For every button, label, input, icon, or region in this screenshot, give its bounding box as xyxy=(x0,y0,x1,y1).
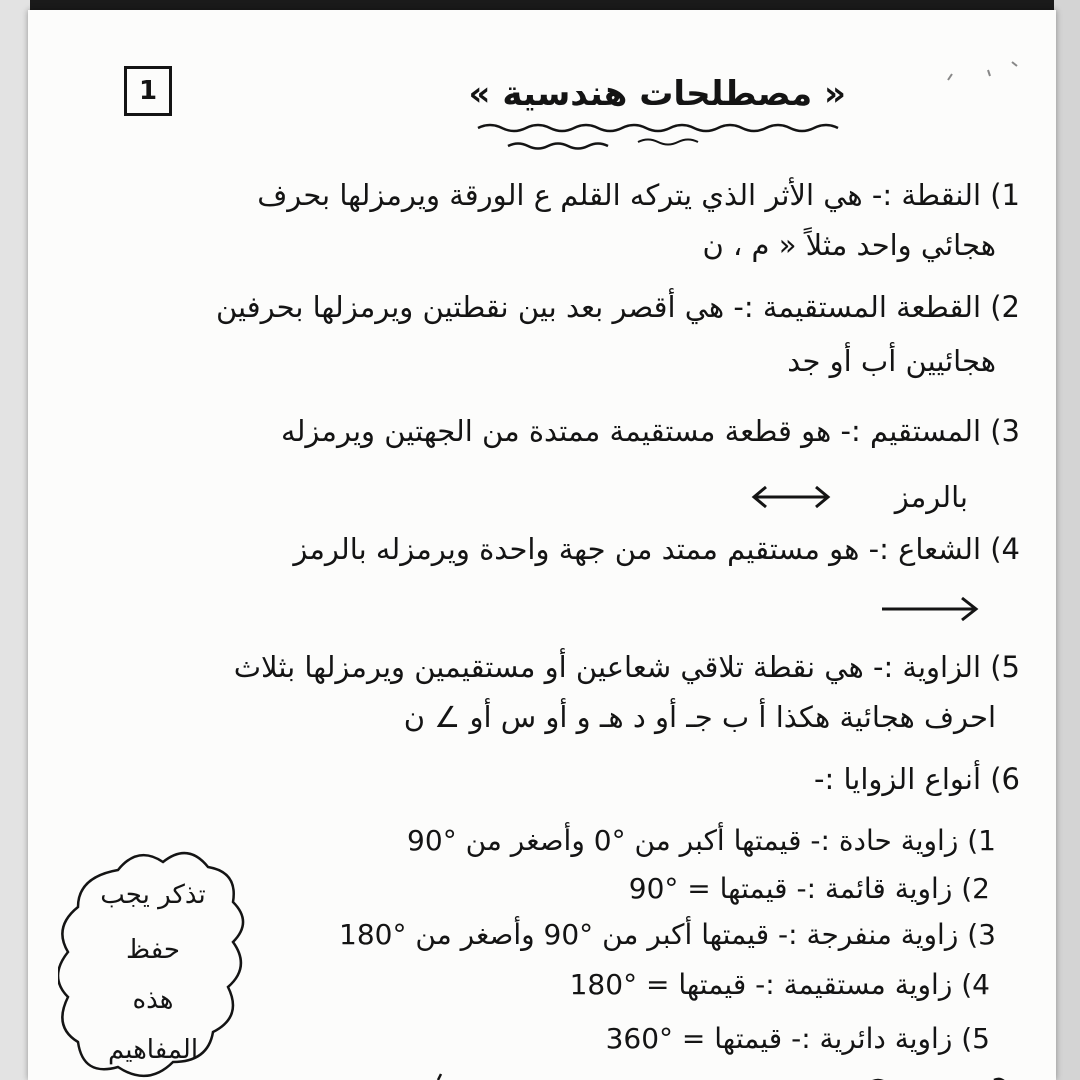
double-arrow-symbol xyxy=(746,480,836,514)
reminder-line-2: حفظ xyxy=(126,935,180,965)
angle-types-heading: 6) أنواع الزوايا :- xyxy=(814,762,1020,796)
angle-right: 2) زاوية قائمة :- قيمتها = °90 xyxy=(628,872,990,905)
definition-point-cont: هجائي واحد مثلاً « م ، ن xyxy=(702,228,996,262)
angle-acute: 1) زاوية حادة :- قيمتها أكبر من °0 وأصغر من °90 xyxy=(407,824,996,857)
page-title: « مصطلحات هندسية » xyxy=(468,74,846,114)
reminder-line-3: هذه xyxy=(132,985,174,1015)
definition-angle-cont: احرف هجائية هكذا أ ب جـ أو د هـ و أو س أو ∠ ن xyxy=(403,700,996,734)
definition-segment-cont: هجائيين أب أو جد xyxy=(787,344,996,378)
photo-frame-left xyxy=(0,0,30,1080)
definition-line: 3) المستقيم :- هو قطعة مستقيمة ممتدة من الجهتين ويرمزله xyxy=(281,414,1020,448)
definition-point: 1) النقطة :- هي الأثر الذي يتركه القلم ع الورقة ويرمزلها بحرف xyxy=(257,178,1020,212)
ray-arrow-symbol xyxy=(876,592,986,626)
notebook-page xyxy=(28,10,1056,1080)
definition-angle: 5) الزاوية :- هي نقطة تلاقي شعاعين أو مستقيمين ويرمزلها بثلاث xyxy=(233,650,1020,684)
reminder-line-1: تذكر يجب xyxy=(100,880,206,910)
pen-marks xyxy=(928,50,1038,110)
definition-line-cont: بالرمز xyxy=(894,480,968,514)
angle-obtuse: 3) زاوية منفرجة :- قيمتها أكبر من °90 وأصغر من °180 xyxy=(339,918,996,951)
page-number-box: 1 xyxy=(124,66,172,116)
title-underline xyxy=(468,118,848,158)
photo-frame-right xyxy=(1054,0,1080,1080)
definition-ray: 4) الشعاع :- هو مستقيم ممتد من جهة واحدة ويرمزله بالرمز xyxy=(293,532,1020,566)
definition-segment: 2) القطعة المستقيمة :- هي أقصر بعد بين نقطتين ويرمزلها بحرفين xyxy=(215,290,1020,324)
angle-full: 5) زاوية دائرية :- قيمتها = °360 xyxy=(605,1022,990,1055)
angle-straight: 4) زاوية مستقيمة :- قيمتها = °180 xyxy=(569,968,990,1001)
cut-off-line xyxy=(408,1068,1028,1080)
reminder-line-4: المفاهيم xyxy=(107,1035,199,1065)
